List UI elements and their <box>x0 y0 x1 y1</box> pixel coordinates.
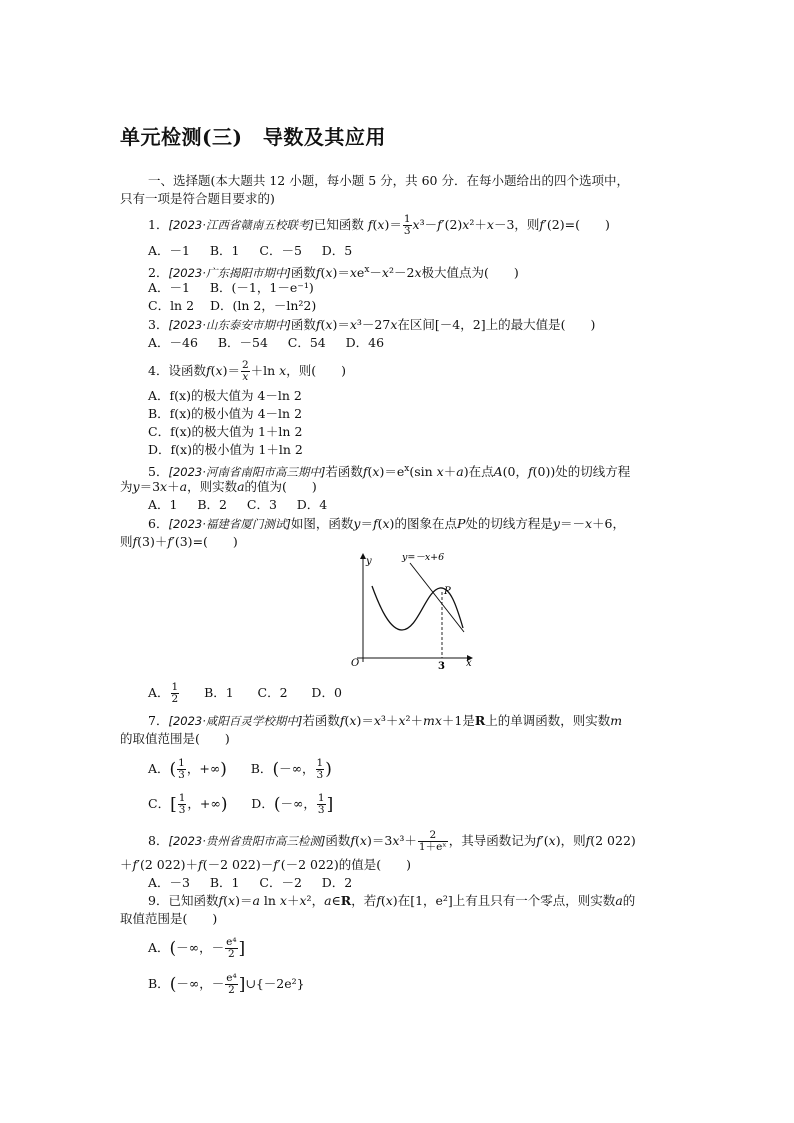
question-9-option-a: A．(－∞，－ $\frac{\text{e⁴}}{2}$ ] <box>148 936 246 960</box>
question-3-options: A．－46 B．－54 C．54 D．46 <box>148 335 385 350</box>
question-6-line2: 则f(3)＋f′(3)=( ) <box>120 534 238 549</box>
question-5: 5．[2023·河南省南阳市高三期中]若函数$f(x)=e^x(\sin$ x＋a)在点A(0，f(0))处的切线方程 <box>148 464 631 480</box>
question-9: 9．已知函数f(x)＝a ln x＋x²，a∈R，若f(x)在[1，e²]上有且只有一个零点，则实数a的 <box>148 893 636 908</box>
question-6-graph <box>340 548 480 673</box>
origin-label: O <box>351 658 360 669</box>
x-axis-label: x <box>466 658 472 669</box>
question-4: 4．设函数f(x)＝ $\frac{2}{x}$ ＋ln x，则( ) <box>148 359 346 383</box>
page-title: 单元检测(三) 导数及其应用 <box>120 125 386 149</box>
question-7-line2: 的取值范围是( ) <box>120 731 230 746</box>
question-5-options: A．1 B．2 C．3 D．4 <box>148 497 328 512</box>
x-tick-label: 3 <box>438 661 445 672</box>
question-7-options-cd: C．[ $\frac{1}{3}$ ，+∞) D．(－∞， $\frac{1}{3}$ ] <box>148 792 334 816</box>
question-9-option-b: B．(－∞，－ $\frac{\text{e⁴}}{2}$ ]∪{－2e²} <box>148 972 305 996</box>
question-2-options-cd: C．ln 2 D．(ln 2，－ln²2) <box>148 298 317 313</box>
question-4-option-a: A．f(x)的极大值为 4－ln 2 <box>148 388 302 403</box>
point-p-label: P <box>444 586 451 597</box>
question-1: 1．[2023·江西省赣南五校联考]已知函数 f(x)＝ $\frac{1}{3}$ x³－f′(2)x²＋x－3，则f′(2)=( ) <box>148 213 610 237</box>
question-6-options: A． $\frac{1}{2}$ B．1 C．2 D．0 <box>148 681 342 705</box>
question-2-options-ab: A．－1 B．(－1，1－e⁻¹) <box>148 280 314 295</box>
question-1-options: A．－1 B．1 C．－5 D．5 <box>148 243 353 258</box>
question-7-options-ab: A．( $\frac{1}{3}$ ，+∞) B．(－∞， $\frac{1}{3}$ ) <box>148 757 332 781</box>
question-8-line2: ＋f′(2 022)＋f(－2 022)－f′(－2 022)的值是( ) <box>120 857 412 872</box>
question-9-line2: 取值范围是( ) <box>120 911 218 926</box>
section-intro-line1: 一、选择题(本大题共 12 小题，每小题 5 分，共 60 分．在每小题给出的四个选项中， <box>148 173 629 188</box>
question-4-option-b: B．f(x)的极小值为 4－ln 2 <box>148 406 303 421</box>
question-3: 3．[2023·山东泰安市期中]函数f(x)＝x³－27x在区间[－4，2]上的最大值是( ) <box>148 317 596 332</box>
tangent-line <box>410 563 464 632</box>
section-intro-line2: 只有一项是符合题目要求的) <box>120 191 275 206</box>
question-8: 8．[2023·贵州省贵阳市高三检测]函数f(x)＝3x³＋ $\frac{2}{\text{1＋eˣ}}$ ，其导函数记为f′(x)，则f(2 022) <box>148 829 636 853</box>
question-4-option-d: D．f(x)的极小值为 1＋ln 2 <box>148 442 303 457</box>
question-6: 6．[2023·福建省厦门测试]如图，函数y＝f(x)的图象在点P处的切线方程是y＝－x＋6， <box>148 516 625 531</box>
question-4-option-c: C．f(x)的极大值为 1＋ln 2 <box>148 424 303 439</box>
question-8-options: A．－3 B．1 C．－2 D．2 <box>148 875 353 890</box>
tangent-label: y=－x+6 <box>402 552 445 563</box>
question-2: 2．[2023·广东揭阳市期中]函数$f(x)=xe^x-x^2-2x$极大值点为( ) <box>148 265 519 281</box>
y-axis-label: y <box>366 556 372 567</box>
question-5-line2: 为y＝3x＋a，则实数a的值为( ) <box>120 479 317 494</box>
question-7: 7．[2023·咸阳百灵学校期中]若函数f(x)＝x³＋x²＋mx＋1是R上的单调函数，则实数m <box>148 713 623 728</box>
